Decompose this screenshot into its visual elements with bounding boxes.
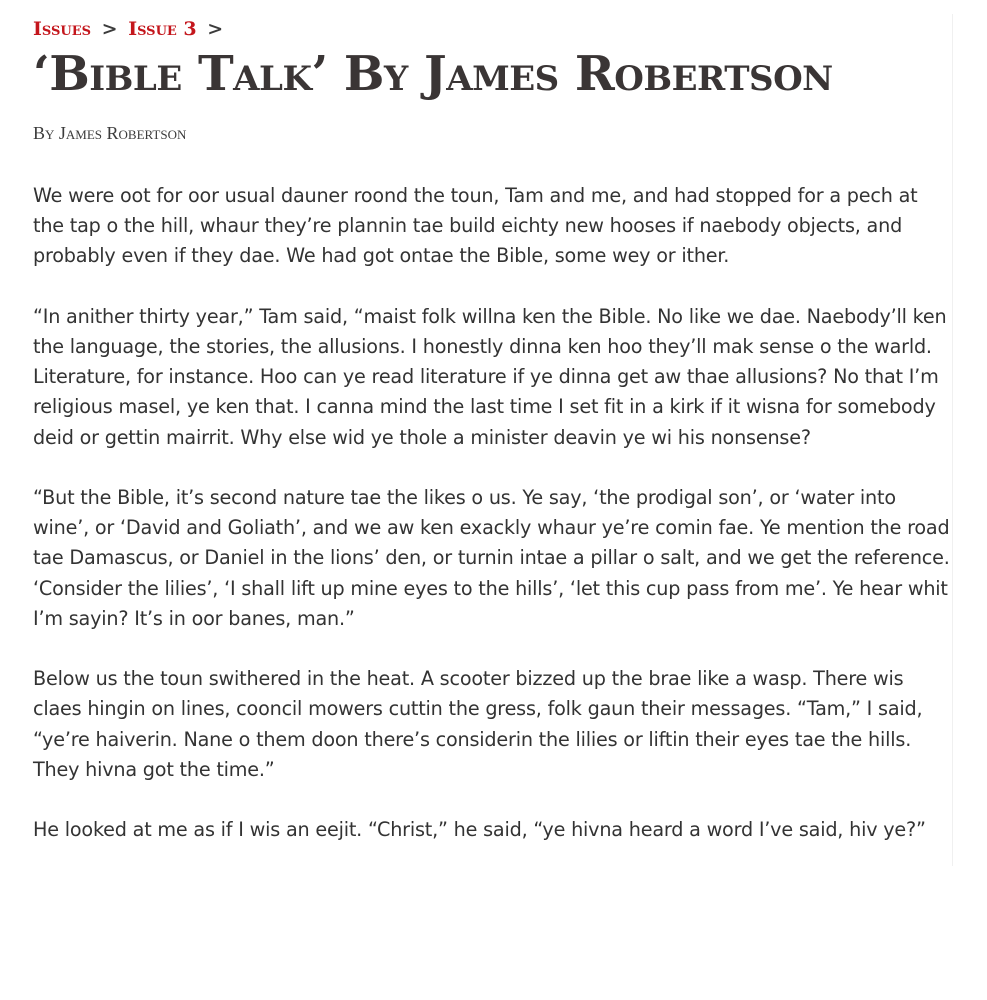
paragraph: “But the Bible, it’s second nature tae the likes o us. Ye say, ‘the prodigal son’, or ‘water into wine’, or ‘David and Goliath’, and we aw ken exackly whaur ye’re comin fae. Ye mention the road tae Damascus, or Daniel in the lions’ den, or turnin intae a pillar o salt, and we get the reference. ‘Consider the lilies’, ‘I shall lift up mine eyes to the hills’, ‘let this cup pass from me’. Ye hear whit I’m sayin? It’s in oor banes, man.”	[33, 486, 950, 630]
breadcrumb-separator: >	[101, 18, 118, 40]
breadcrumb-link-issues[interactable]: Issues	[33, 18, 92, 40]
paragraph: He looked at me as if I wis an eejit. “Christ,” he said, “ye hivna heard a word I’ve said, hiv ye?”	[33, 818, 926, 842]
article-container	[33, 14, 953, 866]
breadcrumb-link-issue-3[interactable]: Issue 3	[128, 18, 197, 40]
breadcrumb	[33, 14, 952, 44]
byline: By James Robertson	[33, 123, 187, 143]
paragraph: “In anither thirty year,” Tam said, “maist folk willna ken the Bible. No like we dae. Naebody’ll ken the language, the stories, the allusions. I honestly dinna ken hoo they’ll mak sense o the warld. Literature, for instance. Hoo can ye read literature if ye dinna get aw thae allusions? No that I’m religious masel, ye ken that. I canna mind the last time I set fit in a kirk if it wisna for somebody deid or gettin mairrit. Why else wid ye thole a minister deavin ye wi his nonsense?	[33, 304, 947, 449]
breadcrumb-separator: >	[207, 18, 224, 40]
paragraph: Below us the toun swithered in the heat. A scooter bizzed up the brae like a wasp. There wis claes hingin on lines, cooncil mowers cuttin the gress, folk gaun their messages. “Tam,” I said, “ye’re haiverin. Nane o them doon there’s considerin the lilies or liftin their eyes tae the hills. They hivna got the time.”	[33, 667, 923, 781]
paragraph: We were oot for oor usual dauner roond the toun, Tam and me, and had stopped for a pech at the tap o the hill, whaur they’re plannin tae build eichty new hooses if naebody objects, and probably even if they dae. We had got ontae the Bible, some wey or ither.	[33, 184, 918, 268]
page-title: ‘Bible Talk’ By James Robertson	[33, 46, 833, 102]
article-body	[33, 181, 952, 845]
